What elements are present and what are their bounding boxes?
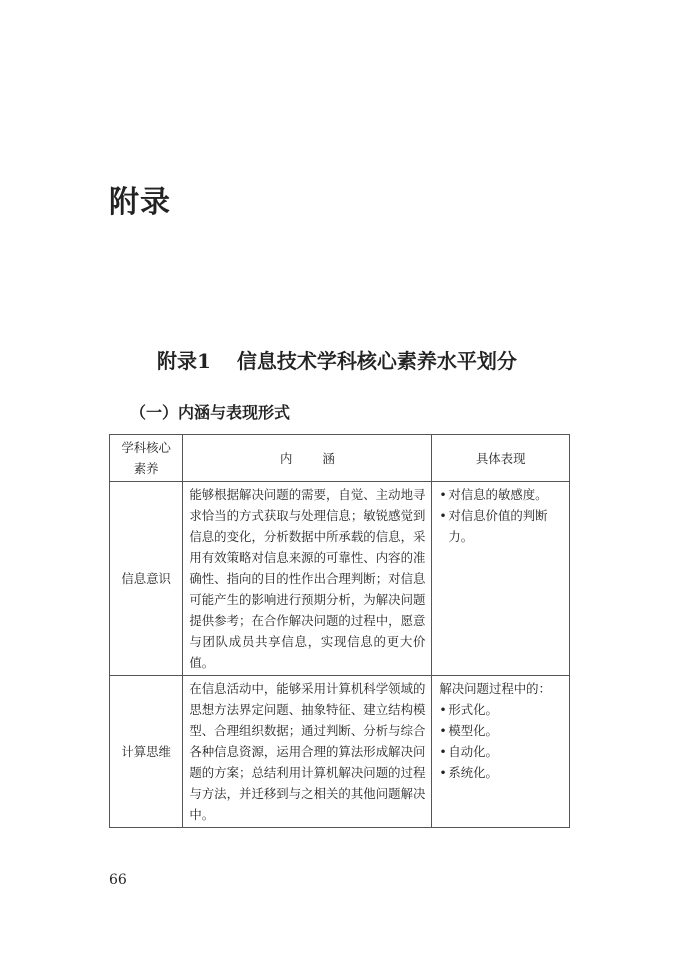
performance-item: • 模型化。 — [439, 720, 563, 741]
table-header-row — [110, 435, 570, 482]
competency-content: 能够根据解决问题的需要，自觉、主动地寻求恰当的方式获取与处理信息；敏锐感觉到信息的变化，分析数据中所承载的信息，采用有效策略对信息来源的可靠性、内容的准确性、指向的目的性作出合理判断；对信息可能产生的影响进行预期分析，为解决问题提供参考；在合作解决问题的过程中，愿意与团队成员共享信息，实现信息的更大价值。 — [183, 482, 432, 676]
header-competency — [110, 435, 183, 482]
header-content — [183, 435, 432, 482]
bullet-icon: • — [439, 723, 447, 738]
page-number: 66 — [109, 872, 127, 888]
performance-item: • 系统化。 — [439, 762, 563, 783]
header-competency-label: 学科核心 素养 — [121, 440, 171, 476]
header-performance: 具体表现 — [432, 435, 570, 482]
header-content-left: 内 — [279, 450, 293, 466]
bullet-icon: • — [439, 487, 447, 502]
bullet-icon: • — [439, 508, 447, 523]
section-number: 附录1 — [157, 349, 211, 373]
competency-performance — [432, 676, 570, 828]
competency-name: 计算思维 — [110, 676, 183, 828]
subsection-title: （一）内涵与表现形式 — [130, 403, 291, 422]
header-content-right: 涵 — [322, 450, 335, 466]
table-row — [110, 482, 570, 676]
bullet-icon: • — [439, 702, 447, 717]
table-row — [110, 676, 570, 828]
performance-item: • 对信息的敏感度。 — [439, 484, 563, 505]
performance-item: • 形式化。 — [439, 699, 563, 720]
competency-name: 信息意识 — [110, 482, 183, 676]
section-title — [157, 351, 517, 371]
competency-table — [109, 434, 570, 828]
performance-intro: 解决问题过程中的： — [439, 681, 551, 696]
competency-content: 在信息活动中，能够采用计算机科学领域的思想方法界定问题、抽象特征、建立结构模型、合理组织数据；通过判断、分析与综合各种信息资源，运用合理的算法形成解决问题的方案；总结利用计算机解决问题的过程与方法，并迁移到与之相关的其他问题解决中。 — [183, 676, 432, 828]
bullet-icon: • — [439, 765, 447, 780]
performance-item: • 对信息价值的判断力。 — [439, 505, 563, 547]
bullet-icon: • — [439, 744, 447, 759]
chapter-title: 附录 — [109, 185, 171, 220]
performance-item: • 自动化。 — [439, 741, 563, 762]
competency-performance — [432, 482, 570, 676]
section-title-text: 信息技术学科核心素养水平划分 — [236, 349, 517, 373]
